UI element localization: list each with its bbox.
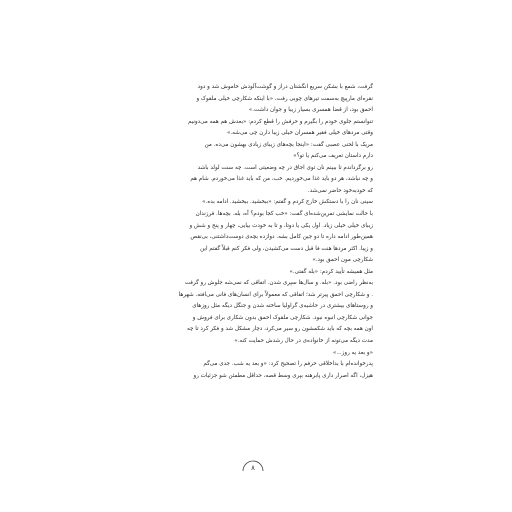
text-line: احمق بود، از قضا همسری بسیار زیبا و جوان داشت.»	[248, 107, 373, 114]
text-line: و زیبا. اکثر مردها هنت فا قبل دست می‌کشیدن، ولی فکر کنم قبلاً گفتم این	[200, 245, 373, 252]
text-line: تنوانستم جلوی خودم را بگیرم و حرفش را قطع کردم: «بعدش هم همه می‌دونیم	[187, 118, 373, 125]
text-line: پدرخوانده‌ام با بداخلاقی حرفم را تصحیح کرد: «و بعد یه شب. جدی می‌گم	[203, 361, 373, 368]
text-line: مریک با لحنی عصبی گفت: «اینجا بچه‌های زیبای زیادی بهشون می‌ده. من	[204, 141, 373, 148]
text-line: جوانی شکارچی انبوه نبود. شکارچی ملقوک احمق بدون شکاری برای فروش و	[192, 314, 373, 321]
text-line: گرفت، شمع با بشکن سریع انگشتان دراز و گوشت‌آلودش خاموش شد و دود	[197, 84, 373, 90]
text-line: به‌نظر راضی بود. «بله. و سال‌ها سپری شدن. اتفاقی که نمی‌شه جلوش رو گرفت	[184, 280, 373, 287]
text-line: مثل همیشه تأیید کردم: «بله گفتی.»	[289, 268, 373, 275]
text-line: دارم داستان تعریف می‌کنم یا تو؟»	[293, 153, 373, 160]
page-number: ۸	[251, 464, 255, 472]
text-line: همین‌طور ادامه داره تا دو جین کامل بشه. دوازده بچه‌ی دوست‌داشتنی، بی‌نقص	[190, 234, 373, 241]
text-line: نقره‌ای مارپیچ به‌سمت تیرهای چوبی رفت، «با اینکه شکارچی خیلی ملقوک و	[196, 95, 373, 102]
text-line: وقتی مردهای خیلی فقیر همسران خیلی زیبا دارن چی می‌شه.»	[226, 130, 373, 137]
text-line: و روستاهای بیشتری در حاشیه‌ی گراولیا ساخته شدن و جنگل دیگه مثل روزهای	[192, 303, 373, 310]
page-number-ornament	[241, 459, 265, 479]
text-line: اون همه بچه که باید شکمشون رو سیر می‌کرد، دچار مشکل شد و فکر کرد تا چه	[187, 326, 373, 333]
text-line: شکارچی مون احمق بود.»	[312, 257, 373, 264]
text-line: مدت دیگه می‌تونه از خانواده‌ی در حال رشدش حمایت کنه.»	[234, 338, 373, 345]
text-line: هیزل، اگه اصرار داری پابرهنه بپری وسط قصه، حداقل مطمئن شو جزئیات رو	[193, 372, 373, 379]
text-line: رو برگرداندم تا ببینم نان توی اجاق در چه وضعیتی است. چه سنت لولد باشد	[197, 164, 373, 171]
text-line: . و شکارچی احمق پیرتر شد؛ اتفاقی که معمولاً برای انسان‌های فانی می‌افته. شهرها	[178, 291, 373, 298]
text-line: که خودبه‌خود حاضر نمی‌شد.	[307, 187, 373, 194]
text-line: سینی نان را با دستکش خارج کردم و گفتم: «ببخشید. ببخشید. ادامه بده.»	[202, 199, 373, 206]
text-line: زیبای خیلی خیلی زیاد. اول یکی یا دوتا، و تا به خودت بیایی، چهار و پنج و شش و	[189, 222, 373, 229]
text-line: «و بعد یه روز...»	[332, 349, 373, 356]
body-text	[142, 82, 373, 382]
text-line: و چه نباشد، هر دو باید غذا می‌خوردیم. خب، من که باید غذا می‌خوردم. شام هم	[190, 176, 373, 183]
text-line: با حالت نمایشی تمرین‌شده‌ای گفت: «خب کجا بودم؟ آه، بله. بچه‌ها. فرزندان	[195, 211, 373, 218]
